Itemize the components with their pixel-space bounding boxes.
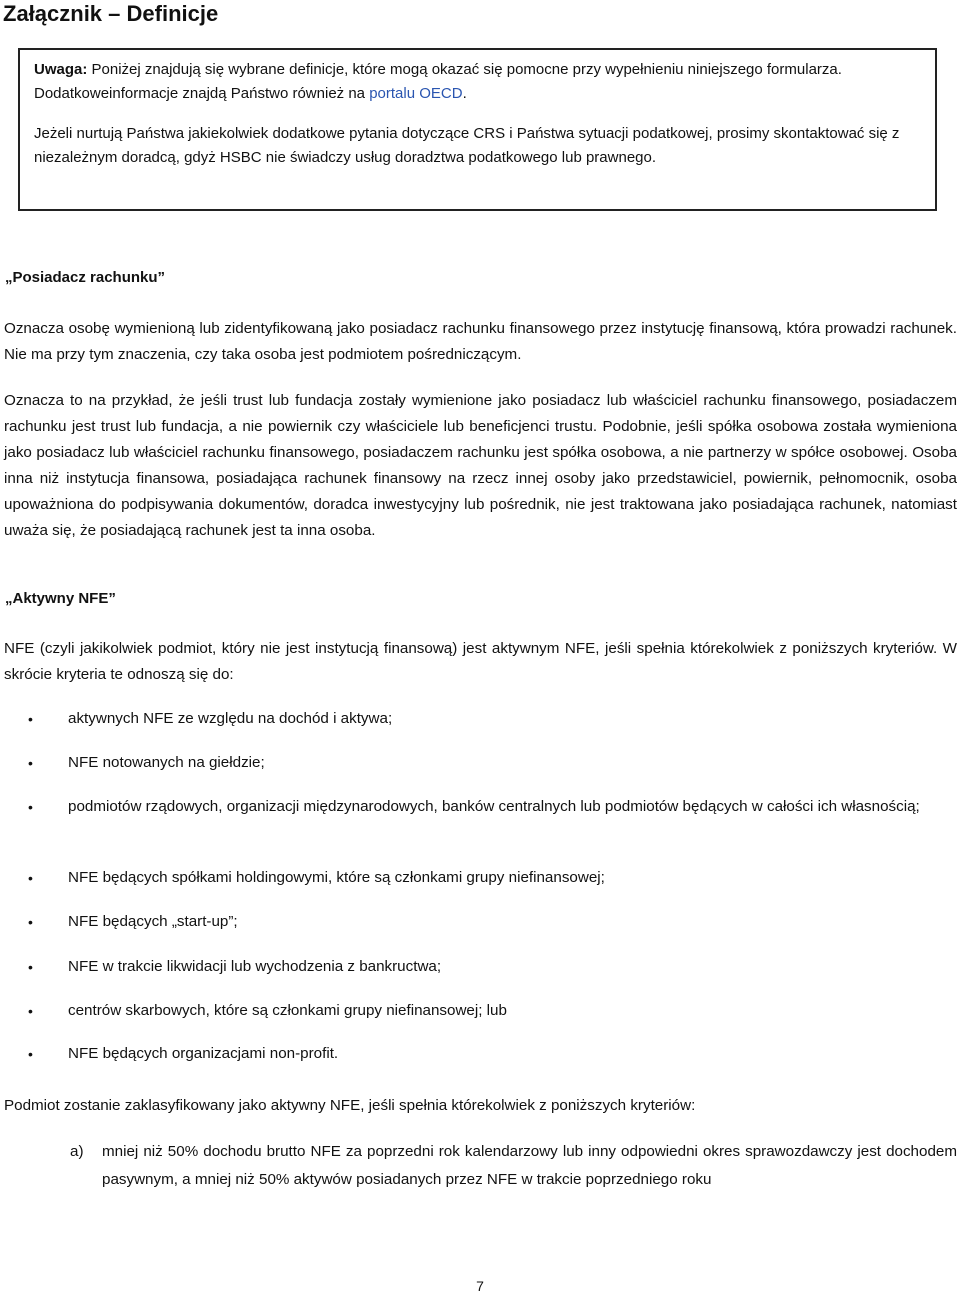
- list-item-text: NFE będących spółkami holdingowymi, które są członkami grupy niefinansowej;: [68, 869, 605, 886]
- bullet-icon: •: [28, 711, 33, 727]
- notice-label: Uwaga:: [34, 61, 88, 78]
- criteria-text: mniej niż 50% dochodu brutto NFE za poprzedni rok kalendarzowy lub inny odpowiedni okres sprawozdawczy jest dochodem pasywnym, a mniej niż 50% aktywów posiadanych przez NFE w trakcie poprzedniego roku: [102, 1143, 957, 1188]
- bullet-icon: •: [28, 1046, 33, 1062]
- bullet-icon: •: [28, 755, 33, 771]
- page-title: Załącznik – Definicje: [3, 1, 219, 26]
- list-item-text: NFE w trakcie likwidacji lub wychodzenia z bankructwa;: [68, 958, 442, 975]
- classification-intro: Podmiot zostanie zaklasyfikowany jako aktywny NFE, jeśli spełnia którekolwiek z poniższych kryteriów:: [4, 1097, 696, 1114]
- account-holder-heading: „Posiadacz rachunku”: [5, 269, 166, 286]
- page-number: 7: [476, 1278, 484, 1294]
- bullet-icon: •: [28, 914, 33, 930]
- list-item-text: podmiotów rządowych, organizacji międzynarodowych, banków centralnych lub podmiotów będących w całości ich własnością;: [68, 798, 920, 815]
- account-holder-paragraph-1: Oznacza osobę wymienioną lub zidentyfikowaną jako posiadacz rachunku finansowego przez instytucję finansową, która prowadzi rachunek. Nie ma przy tym znaczenia, czy taka osoba jest podmiotem pośredniczącym.: [4, 320, 957, 363]
- list-item-text: NFE będących organizacjami non-profit.: [68, 1045, 339, 1062]
- list-item-text: aktywnych NFE ze względu na dochód i aktywa;: [68, 710, 393, 727]
- list-item-text: centrów skarbowych, które są członkami grupy niefinansowej; lub: [68, 1002, 507, 1019]
- oecd-portal-link[interactable]: portalu OECD: [369, 85, 463, 102]
- notice-text: Poniżej znajdują się wybrane definicje, które mogą okazać się pomocne przy wypełnieniu niniejszego formularza. Dodatkoweinformacje znajdą Państwo również na: [34, 61, 842, 102]
- active-nfe-heading: „Aktywny NFE”: [5, 590, 116, 607]
- bullet-icon: •: [28, 870, 33, 886]
- notice-paragraph: [34, 58, 923, 106]
- bullet-icon: •: [28, 959, 33, 975]
- bullet-icon: •: [28, 799, 33, 815]
- list-item-text: NFE notowanych na giełdzie;: [68, 754, 265, 771]
- notice-text-end: .: [462, 85, 467, 102]
- notice-contact-paragraph: Jeżeli nurtują Państwa jakiekolwiek dodatkowe pytania dotyczące CRS i Państwa sytuacji podatkowej, prosimy skontaktować się z niezależnym doradcą, gdyż HSBC nie świadczy usług doradztwa podatkowego lub prawnego.: [34, 125, 900, 166]
- bullet-icon: •: [28, 1003, 33, 1019]
- account-holder-paragraph-2: Oznacza to na przykład, że jeśli trust lub fundacja zostały wymienione jako posiadacz lub właściciel rachunku finansowego, posiadaczem rachunku jest trust lub fundacja, a nie powiernik czy właściciele lub beneficjenci trustu. Podobnie, jeśli spółka osobowa została wymieniona jako posiadacz lub właściciel rachunku finansowego, posiadaczem rachunku jest spółka osobowa, a nie partnerzy w spółce osobowej. Osoba inna niż instytucja finansowa, posiadająca rachunek finansowy na rzecz innej osoby jako przedstawiciel, powiernik, pełnomocnik, osoba upoważniona do podpisywania dokumentów, doradca inwestycyjny lub pośrednik, nie jest traktowana jako posiadająca rachunek, natomiast uważa się, że posiadającą rachunek jest ta inna osoba.: [4, 392, 957, 539]
- criteria-marker: a): [70, 1143, 84, 1160]
- notice-box: [18, 48, 937, 211]
- active-nfe-intro: NFE (czyli jakikolwiek podmiot, który nie jest instytucją finansową) jest aktywnym NFE, jeśli spełnia którekolwiek z poniższych kryteriów. W skrócie kryteria te odnoszą się do:: [4, 640, 957, 683]
- list-item-text: NFE będących „start-up”;: [68, 913, 238, 930]
